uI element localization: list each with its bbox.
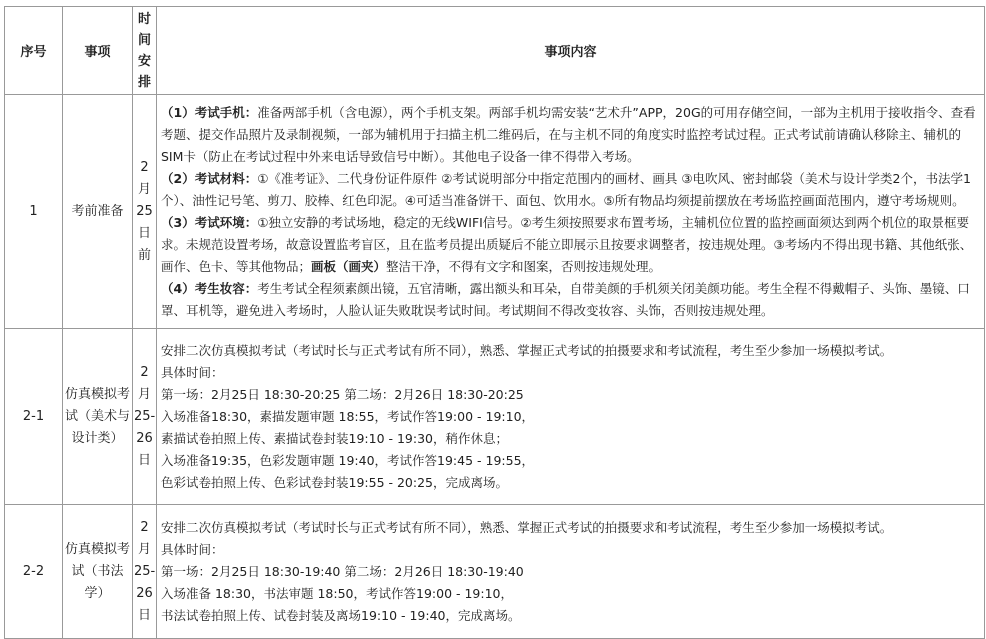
table-row	[5, 505, 985, 639]
table-row	[5, 95, 985, 329]
header-time: 时间安排	[133, 7, 157, 95]
row-time: 2月25-26日	[133, 329, 157, 505]
schedule-line: 具体时间：	[161, 541, 224, 557]
row-content	[157, 329, 985, 505]
schedule-line: 书法试卷拍照上传、试卷封装及离场19:10 - 19:40，完成离场。	[161, 607, 521, 623]
row-content	[157, 95, 985, 329]
schedule-line: 色彩试卷拍照上传、色彩试卷封装19:55 - 20:25，完成离场。	[161, 474, 509, 490]
schedule-line: 第一场：2月25日 18:30-20:25 第二场：2月26日 18:30-20:25	[161, 386, 524, 402]
row-item: 考前准备	[63, 95, 133, 329]
section-environment: （3）考试环境：①独立安静的考试场地，稳定的无线WIFI信号。②考生须按照要求布置考场，主辅机位位置的监控画面须达到两个机位的取景框要求。未规范设置考场，故意设置监考盲区，且在监考员提出质疑后不能立即展示且按要求调整者，按违规处理。③考场内不得出现书籍、其他纸张、画作、色卡、等其他物品；画板（画夹）整洁干净，不得有文字和图案，否则按违规处理。	[161, 214, 973, 274]
row-content	[157, 505, 985, 639]
schedule-table	[4, 6, 985, 639]
row-no: 2-1	[5, 329, 63, 505]
schedule-line: 入场准备19:35，色彩发题审题 19:40，考试作答19:45 - 19:55，	[161, 452, 535, 468]
row-item: 仿真模拟考试（书法学）	[63, 505, 133, 639]
schedule-line: 具体时间：	[161, 364, 224, 380]
section-materials: （2）考试材料：①《准考证》、二代身份证件原件 ②考试说明部分中指定范围内的画材、画具 ③电吹风、密封邮袋（美术与设计学类2个，书法学1个）、油性记号笔、剪刀、胶棒、红色印泥。④可适当准备饼干、面包、饮用水。⑤所有物品均须提前摆放在考场监控画面范围内，遵守考场规则。	[161, 170, 971, 208]
header-content: 事项内容	[157, 7, 985, 95]
schedule-line: 第一场：2月25日 18:30-19:40 第二场：2月26日 18:30-19:40	[161, 563, 524, 579]
header-no: 序号	[5, 7, 63, 95]
schedule-line: 入场准备 18:30，书法审题 18:50，考试作答19:00 - 19:10，	[161, 585, 513, 601]
header-item: 事项	[63, 7, 133, 95]
row-no: 2-2	[5, 505, 63, 639]
row-intro: 安排二次仿真模拟考试（考试时长与正式考试有所不同），熟悉、掌握正式考试的拍摄要求和考试流程，考生至少参加一场模拟考试。	[161, 342, 893, 358]
row-time: 2月25日前	[133, 95, 157, 329]
schedule-line: 入场准备18:30，素描发题审题 18:55，考试作答19:00 - 19:10，	[161, 408, 535, 424]
row-item: 仿真模拟考试（美术与设计类）	[63, 329, 133, 505]
schedule-line: 素描试卷拍照上传、素描试卷封装19:10 - 19:30，稍作休息；	[161, 430, 509, 446]
table-row	[5, 329, 985, 505]
row-intro: 安排二次仿真模拟考试（考试时长与正式考试有所不同），熟悉、掌握正式考试的拍摄要求和考试流程，考生至少参加一场模拟考试。	[161, 519, 893, 535]
row-time: 2月25-26日	[133, 505, 157, 639]
row-no: 1	[5, 95, 63, 329]
header-row	[5, 7, 985, 95]
section-appearance: （4）考生妆容：考生考试全程须素颜出镜，五官清晰，露出额头和耳朵，自带美颜的手机须关闭美颜功能。考生全程不得戴帽子、头饰、墨镜、口罩、耳机等，避免进入考场时，人脸认证失败耽误考试时间。考试期间不得改变妆容、头饰，否则按违规处理。	[161, 280, 970, 318]
section-phone: （1）考试手机：准备两部手机（含电源），两个手机支架。两部手机均需安装“艺术升”APP，20G的可用存储空间，一部为主机用于接收指令、查看考题、提交作品照片及录制视频，一部为辅机用于扫描主机二维码后，在与主机不同的角度实时监控考试过程。正式考试前请确认移除主、辅机的SIM卡（防止在考试过程中外来电话导致信号中断）。其他电子设备一律不得带入考场。	[161, 104, 976, 164]
